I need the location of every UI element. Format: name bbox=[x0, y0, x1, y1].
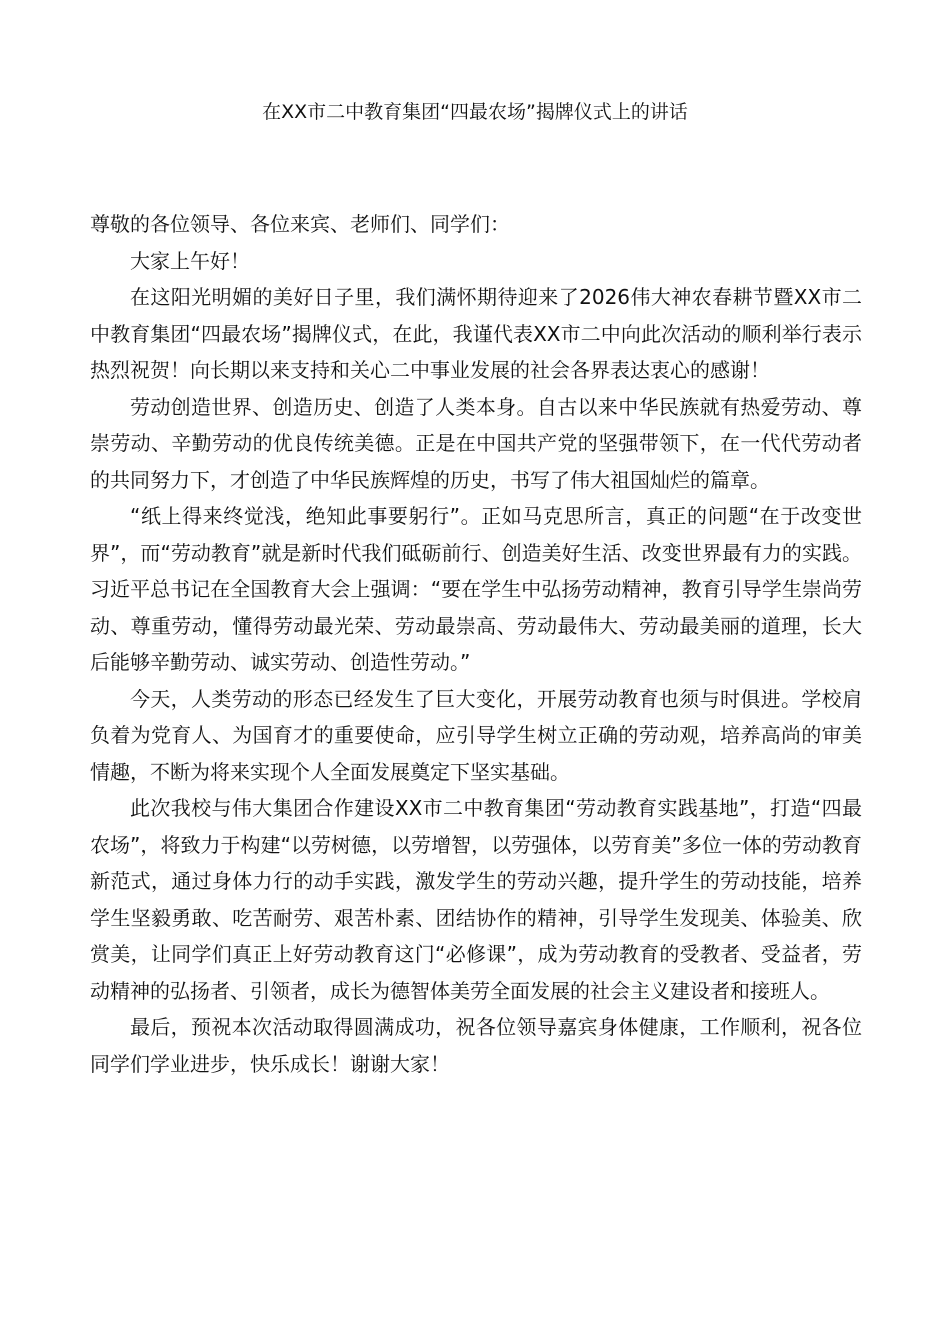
paragraph-opening: 在这阳光明媚的美好日子里，我们满怀期待迎来了2026伟大神农春耕节暨XX市二中教育集团“四最农场”揭牌仪式，在此，我谨代表XX市二中向此次活动的顺利举行表示热烈祝贺！向长期以来支持和关心二中事业发展的社会各界表达衷心的感谢！ bbox=[90, 285, 862, 382]
paragraph-labor-education: “纸上得来终觉浅，绝知此事要躬行”。正如马克思所言，真正的问题“在于改变世界”，而“劳动教育”就是新时代我们砥砺前行、创造美好生活、改变世界最有力的实践。习近平总书记在全国教育大会上强调：“要在学生中弘扬劳动精神，教育引导学生崇尚劳动、尊重劳动，懂得劳动最光荣、劳动最崇高、劳动最伟大、劳动最美丽的道理，长大后能够辛勤劳动、诚实劳动、创造性劳动。” bbox=[90, 504, 862, 674]
paragraph-new-era: 今天，人类劳动的形态已经发生了巨大变化，开展劳动教育也须与时俱进。学校肩负着为党育人、为国育才的重要使命，应引导学生树立正确的劳动观，培养高尚的审美情趣，不断为将来实现个人全面发展奠定下坚实基础。 bbox=[90, 686, 862, 784]
paragraph-greeting: 大家上午好！ bbox=[130, 248, 250, 273]
paragraph-labor-history: 劳动创造世界、创造历史、创造了人类本身。自古以来中华民族就有热爱劳动、尊崇劳动、辛勤劳动的优良传统美德。正是在中国共产党的坚强带领下，在一代代劳动者的共同努力下，才创造了中华民族辉煌的历史，书写了伟大祖国灿烂的篇章。 bbox=[90, 394, 862, 492]
paragraph-farm-project: 此次我校与伟大集团合作建设XX市二中教育集团“劳动教育实践基地”，打造“四最农场”，将致力于构建“以劳树德，以劳增智，以劳强体，以劳育美”多位一体的劳动教育新范式，通过身体力行的动手实践，激发学生的劳动兴趣，提升学生的劳动技能，培养学生坚毅勇敢、吃苦耐劳、艰苦朴素、团结协作的精神，引导学生发现美、体验美、欣赏美，让同学们真正上好劳动教育这门“必修课”，成为劳动教育的受教者、受益者，劳动精神的弘扬者、引领者，成长为德智体美劳全面发展的社会主义建设者和接班人。 bbox=[90, 796, 862, 1003]
salutation: 尊敬的各位领导、各位来宾、老师们、同学们： bbox=[90, 212, 510, 236]
document-title: 在XX市二中教育集团“四最农场”揭牌仪式上的讲话 bbox=[262, 101, 688, 123]
paragraph-closing: 最后，预祝本次活动取得圆满成功，祝各位领导嘉宾身体健康，工作顺利，祝各位同学们学业进步，快乐成长！谢谢大家！ bbox=[90, 1015, 862, 1076]
speech-body bbox=[90, 206, 862, 1082]
